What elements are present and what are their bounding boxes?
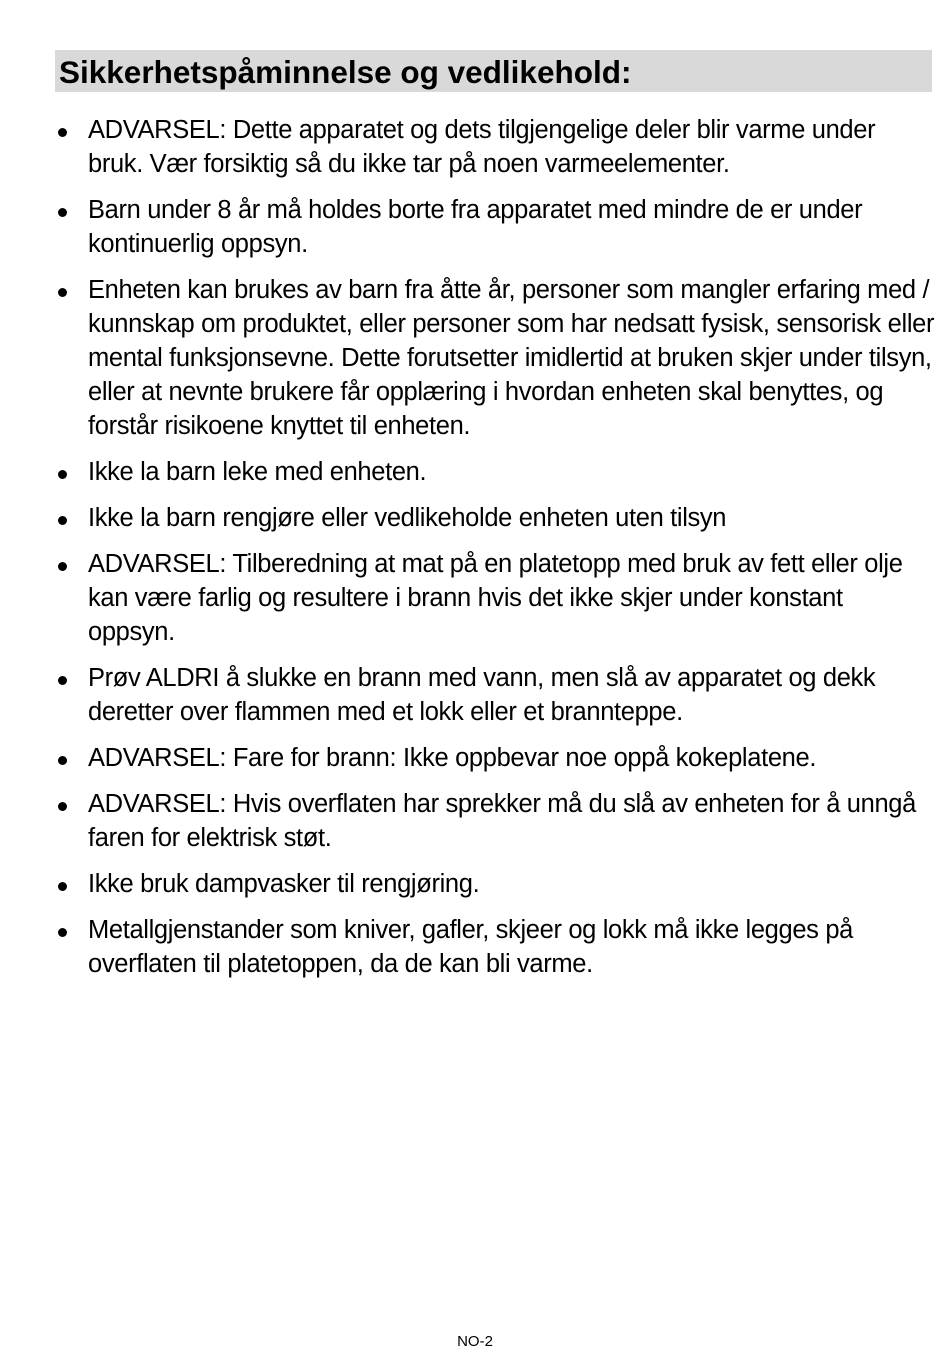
- list-item: [55, 741, 935, 775]
- list-item: [55, 193, 935, 261]
- list-item: [55, 787, 935, 855]
- list-item-text: ADVARSEL: Dette apparatet og dets tilgjengelige deler blir varme under bruk. Vær forsiktig så du ikke tar på noen varmeelementer.: [88, 116, 876, 178]
- bullet-icon: [58, 756, 67, 765]
- section-heading: Sikkerhetspåminnelse og vedlikehold:: [59, 54, 632, 90]
- bullet-icon: [58, 288, 67, 297]
- list-item-text: Metallgjenstander som kniver, gafler, skjeer og lokk må ikke legges på overflaten til platetoppen, da de kan bli varme.: [88, 916, 853, 978]
- bullet-icon: [58, 208, 67, 217]
- list-item: [55, 501, 935, 535]
- list-item: [55, 547, 935, 649]
- bullet-icon: [58, 516, 67, 525]
- bullet-icon: [58, 802, 67, 811]
- bullet-icon: [58, 128, 67, 137]
- list-item-text: ADVARSEL: Hvis overflaten har sprekker må du slå av enheten for å unngå faren for elektrisk støt.: [88, 790, 916, 852]
- list-item-text: Enheten kan brukes av barn fra åtte år, personer som mangler erfaring med / kunnskap om produktet, eller personer som har nedsatt fysisk, sensorisk eller mental funksjonsevne. Dette forutsetter imidlertid at bruken skjer under tilsyn, eller at nevnte brukere får opplæring i hvordan enheten skal benyttes, og forstår risikoene knyttet til enheten.: [88, 276, 935, 440]
- list-item: [55, 273, 935, 443]
- list-item: [55, 661, 935, 729]
- bullet-icon: [58, 882, 67, 891]
- list-item: [55, 113, 935, 181]
- list-item-text: Barn under 8 år må holdes borte fra apparatet med mindre de er under kontinuerlig oppsyn.: [88, 196, 863, 258]
- list-item-text: ADVARSEL: Tilberedning at mat på en platetopp med bruk av fett eller olje kan være farlig og resultere i brann hvis det ikke skjer under konstant oppsyn.: [88, 550, 903, 646]
- list-item-text: Ikke la barn leke med enheten.: [88, 458, 427, 486]
- bullet-icon: [58, 562, 67, 571]
- safety-bullet-list: [55, 113, 935, 993]
- list-item: [55, 867, 935, 901]
- bullet-icon: [58, 470, 67, 479]
- list-item-text: Prøv ALDRI å slukke en brann med vann, men slå av apparatet og dekk deretter over flammen med et lokk eller et brannteppe.: [88, 664, 876, 726]
- list-item-text: Ikke bruk dampvasker til rengjøring.: [88, 870, 480, 898]
- section-heading-bar: [55, 50, 932, 92]
- page-number: NO-2: [457, 1333, 493, 1350]
- list-item-text: ADVARSEL: Fare for brann: Ikke oppbevar noe oppå kokeplatene.: [88, 744, 817, 772]
- bullet-icon: [58, 676, 67, 685]
- list-item: [55, 913, 935, 981]
- list-item-text: Ikke la barn rengjøre eller vedlikeholde enheten uten tilsyn: [88, 504, 727, 532]
- list-item: [55, 455, 935, 489]
- bullet-icon: [58, 928, 67, 937]
